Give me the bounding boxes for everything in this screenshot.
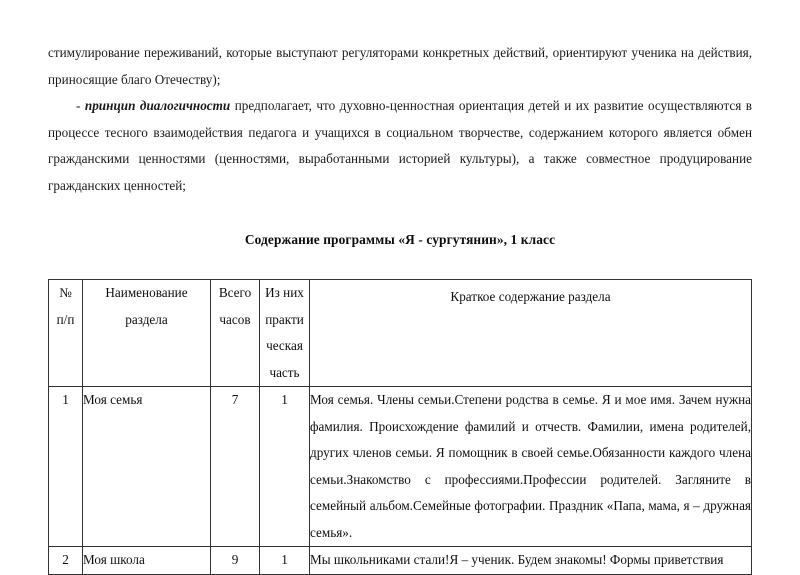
emphasis-principle-dialogic: принцип диалогичности bbox=[84, 98, 231, 113]
column-header-practical-part bbox=[260, 280, 310, 387]
heading-spacer-bottom bbox=[48, 253, 752, 279]
cell-section-name: Моя школа bbox=[83, 547, 211, 575]
page-content bbox=[48, 40, 752, 575]
paragraph-stimulation: стимулирование переживаний, которые выступают регуляторами конкретных действий, ориентируют ученика на действия, приносящие благо Отечеству); bbox=[48, 45, 752, 87]
table-row bbox=[49, 547, 752, 575]
column-header-number-line2: п/п bbox=[56, 311, 75, 327]
column-header-total-hours-line2: часов bbox=[219, 311, 251, 327]
column-header-total-hours bbox=[211, 280, 260, 387]
program-content-table bbox=[48, 279, 752, 575]
cell-number: 1 bbox=[49, 387, 83, 547]
cell-total-hours: 9 bbox=[211, 547, 260, 575]
column-header-number-line1: № bbox=[59, 285, 72, 300]
column-header-practical-part-line3: ческая bbox=[266, 338, 303, 353]
table-header-row bbox=[49, 280, 752, 387]
page-title: Содержание программы «Я - сургутянин», 1 класс bbox=[244, 232, 556, 247]
column-header-section-name bbox=[83, 280, 211, 387]
cell-total-hours: 7 bbox=[211, 387, 260, 547]
paragraph-dialogic-body: предполагает, что духовно-ценностная ориентация детей и их развитие осуществляются в процессе тесного взаимодействия педагога и учащихся в социальном творчестве, содержанием которого является обмен гражданскими ценностями (ценностями, выработанными историей культуры), а также совместное продуцирование гражданских ценностей; bbox=[48, 98, 753, 193]
paragraph-dash-lead: - bbox=[76, 98, 85, 113]
column-header-practical-part-line1: Из них bbox=[265, 285, 304, 300]
column-header-section-name-line1: Наименование bbox=[105, 285, 188, 300]
column-header-total-hours-line1: Всего bbox=[218, 285, 252, 300]
table-row bbox=[49, 387, 752, 547]
cell-description: Мы школьниками стали!Я – ученик. Будем знакомы! Формы приветствия bbox=[310, 547, 752, 575]
cell-practical-hours: 1 bbox=[260, 387, 310, 547]
column-header-practical-part-line2: практи bbox=[265, 311, 304, 327]
column-header-practical-part-line4: часть bbox=[269, 364, 300, 380]
paragraph-dialogic-principle bbox=[48, 93, 752, 199]
table-header bbox=[49, 280, 752, 387]
heading-spacer-top bbox=[48, 199, 752, 227]
column-header-description: Краткое содержание раздела bbox=[310, 280, 752, 387]
cell-practical-hours: 1 bbox=[260, 547, 310, 575]
cell-description: Моя семья. Члены семьи.Степени родства в семье. Я и мое имя. Зачем нужна фамилия. Происхождение фамилий и отчеств. Фамилии, имена родителей, других членов семьи. Я помощник в своей семье.Обязанности каждого члена семьи.Знакомство с профессиями.Профессии родителей. Загляните в семейный альбом.Семейные фотографии. Праздник «Папа, мама, я – дружная семья». bbox=[310, 387, 752, 547]
cell-section-name: Моя семья bbox=[83, 387, 211, 547]
cell-number: 2 bbox=[49, 547, 83, 575]
table-body bbox=[49, 387, 752, 575]
column-header-number bbox=[49, 280, 83, 387]
column-header-section-name-line2: раздела bbox=[125, 311, 168, 327]
